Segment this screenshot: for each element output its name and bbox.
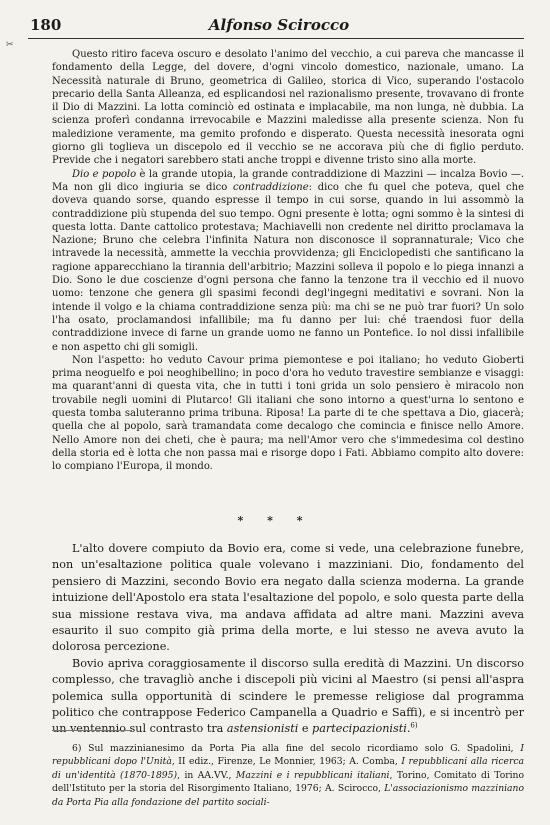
page-header <box>30 14 528 40</box>
body-text-run: e <box>298 722 313 736</box>
footnote-text-italic: I repubblicani dopo l'Unità <box>52 743 524 768</box>
section-break: * * * <box>237 514 313 527</box>
body-paragraph <box>52 541 524 656</box>
footnote-paragraph <box>52 742 524 809</box>
footnote-rule <box>52 730 132 731</box>
footnote-text: , Torino, Comitato di Torino dell'Istituto per la storia del Risorgimento Italiano, 1976; A. Scirocco, <box>52 769 525 795</box>
quote-paragraph <box>52 48 524 168</box>
footnote <box>52 742 524 809</box>
body-text-run: Bovio apriva coraggiosamente il discorso sulla eredità di Mazzini. Un discorso complesso, che travagliò anche i discepoli più vicini al Maestro (si pensi all'aspra polemica sulla opportunità di scindere le premesse religiose dal programma politico che contrappose Federico Campanella a Quadrio e Saffi), e si incentrò per un ventennio sul contrasto tra <box>52 656 524 736</box>
footnote-text-italic: L'associazionismo mazziniano da Porta Pia alla fondazione del partito sociali- <box>52 783 524 808</box>
page-number: 180 <box>30 16 62 34</box>
quote-paragraph <box>52 354 524 474</box>
quote-text-italic: Dio e popolo <box>72 168 137 180</box>
margin-mark: ✂ <box>6 40 14 50</box>
block-quote <box>52 48 524 474</box>
quote-text: : dico che fu quel che poteva, quel che doveva quando sorse, quando espresse il tempo in cui sorse, quando in lui assommò la contraddizione più stupenda del suo tempo. Ogni presente è lotta; ogni sommo è la sintesi di questa lotta. Dante cattolico protestava; Machiavelli non credente nel diritto proclamava la Nazione; Bruno che celebra l'infinita Natura non disconosce il soprannaturale; Vico che intravede la necessità, ammette la vecchia provvidenza; gli Enciclopedisti che santificano la ragione apparecchiano la tirannia dell'arbitrio; Mazzini solleva il popolo e lo piega innanzi a Dio. Sono le due coscienze d'ogni persona che fanno la tenzone tra il vecchio ed il nuovo uomo: tenzone che genera gli spasimi fecondi degl'ingegni meditativi e sovrani. Non la intende il volgo e la chiama contraddizione senza più: ma chi se ne può trar fuori? Un solo l'ha osato, proclamandosi infallibile; ma fu danno per lui: ché traendosi fuor della contraddizione invece di farne un grande uomo ne fanno un Pontefice. Io nol dissi infallibile e non aspetto chi gli somigli. <box>52 181 525 353</box>
footnote-text-italic: Mazzini e i repubblicani italiani <box>235 769 390 781</box>
body-paragraph <box>52 656 524 738</box>
body-text-run: L'alto dovere compiuto da Bovio era, come si vede, una celebrazione funebre, non un'esaltazione politica quale volevano i mazziniani. Dio, fondamento del pensiero di Mazzini, secondo Bovio era negato dalla scienza moderna. La grande intuizione dell'Apostolo era stata l'esaltazione del popolo, e solo questa parte della sua missione restava viva, ma andava affidata ad altre mani. Mazzini aveva esaurito il suo compito già prima della morte, e lui stesso ne aveva avuto la dolorosa percezione. <box>52 542 524 654</box>
footnote-text: , in AA.VV., <box>177 769 236 781</box>
footnote-reference[interactable]: 6) <box>410 721 418 730</box>
footnote-text-italic: I repubblicani alla ricerca di un'identità (1870-1895) <box>52 756 524 781</box>
footnote-text: 6) Sul mazzinianesimo da Porta Pia alla fine del secolo ricordiamo solo G. Spadolini, <box>72 743 521 754</box>
header-rule <box>28 38 524 39</box>
body-text-run: . <box>406 722 411 736</box>
quote-text: Questo ritiro faceva oscuro e desolato l'animo del vecchio, a cui pareva che mancasse il fondamento della Legge, del dovere, d'ogni vincolo domestico, nazionale, umano. La Necessità naturale di Bruno, geometrica di Galileo, storica di Vico, superando l'ostacolo precario della Santa Alleanza, ed esplicandosi nel razionalismo presente, trovavano di fronte il Dio di Mazzini. La lotta cominciò ed ostinata e implacabile, ma non lunga, nè dubbia. La scienza proferì condanna irrevocabile e Mazzini maledisse alla presente scienza. Non fu maledizione veramente, ma gemito profondo e disperato. Questa necessità inesorata ogni giorno gli toglieva un discepolo ed il vecchio se ne accorava più che di figlio perduto. Previde che i negatori sarebbero stati anche troppi e divenne tristo sino alla morte. <box>52 49 524 167</box>
running-head: Alfonso Scirocco <box>208 16 350 34</box>
body-text-italic: astensionisti <box>226 722 299 736</box>
body-text-italic: partecipazionisti <box>312 722 407 736</box>
quote-paragraph <box>52 168 524 354</box>
quote-text: è la grande utopia, la grande contraddizione di Mazzini — incalza Bovio —. Ma non gli dico ingiuria se dico <box>52 168 524 193</box>
body-text <box>52 541 524 738</box>
quote-text: Non l'aspetto: ho veduto Cavour prima piemontese e poi italiano; ho veduto Gioberti prima neoguelfo e poi neoghibellino; in poco d'ora ho veduto travestire sembianze e visaggi: ma quarant'anni di questa vita, che in tutti i toni grida un solo pensiero è miracolo non trovabile negli uomini di Plutarco! Gli italiani che sono intorno a quest'urna lo sentono e questa tomba saluteranno prima tribuna. Riposa! La parte di te che spettava a Dio, giacerà; quella che al popolo, sarà tramandata come decalogo che comincia e finisce nello Amore. Nello Amore non dei cheti, che è paura; ma nell'Amor vero che s'immedesima col destino della storia ed è lotta che non passa mai e risorge dopo i Fati. Abbiamo compito alto dovere: lo compiano l'Europa, il mondo. <box>52 354 524 473</box>
footnote-text: , II ediz., Firenze, Le Monnier, 1963; A. Comba, <box>171 756 402 768</box>
quote-text-italic: contraddizione <box>232 181 309 193</box>
